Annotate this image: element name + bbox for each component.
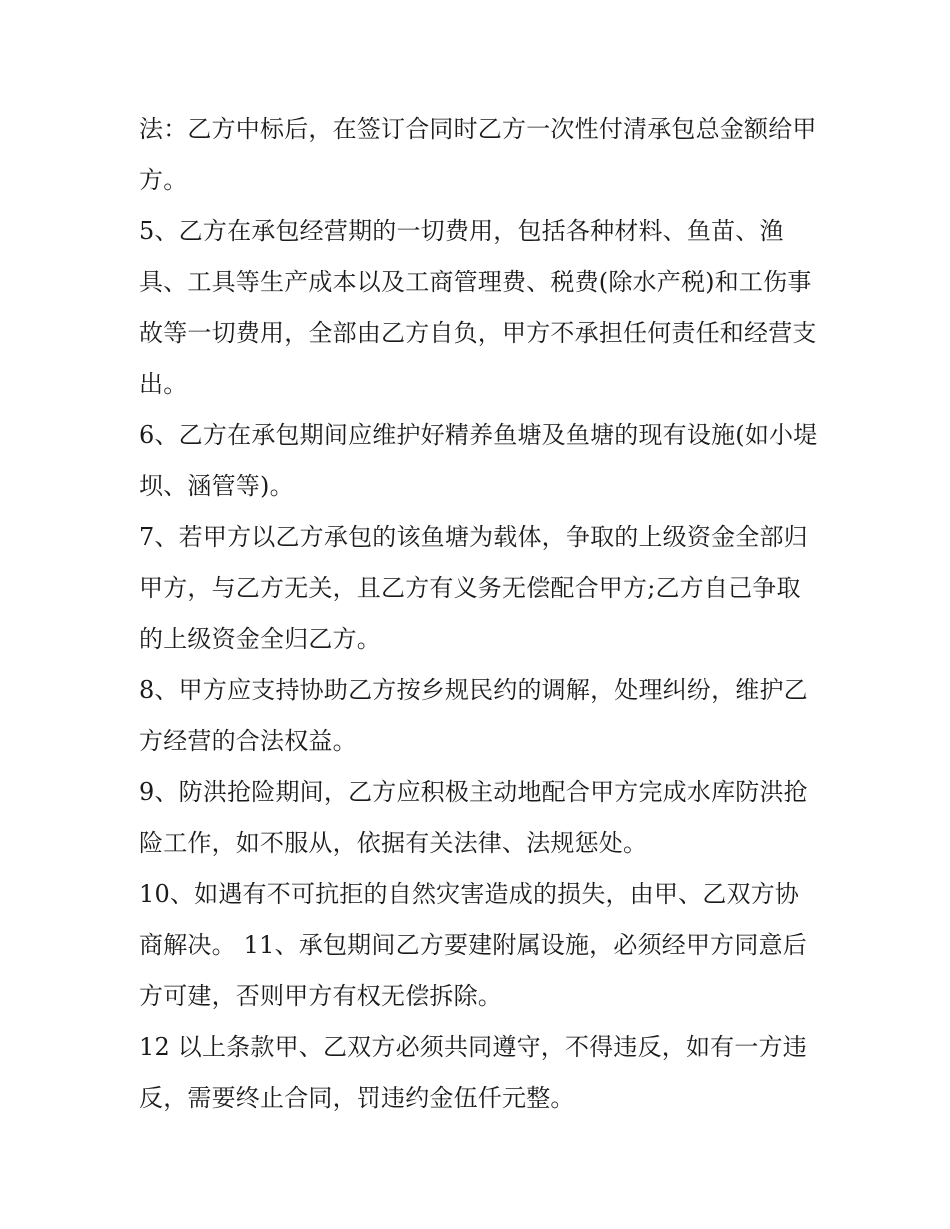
paragraph-clause-10-11: 10、如遇有不可抗拒的自然灾害造成的损失，由甲、乙双方协商解决。 11、承包期间乙方要建附属设施，必须经甲方同意后方可建，否则甲方有权无偿拆除。 (139, 880, 807, 1010)
paragraph-payment-method: 法：乙方中标后，在签订合同时乙方一次性付清承包总金额给甲方。 (139, 115, 817, 194)
paragraph-clause-5: 5、乙方在承包经营期的一切费用，包括各种材料、鱼苗、渔具、工具等生产成本以及工商管理费、税费(除水产税)和工伤事故等一切费用，全部由乙方自负，甲方不承担任何责任和经营支出。 (139, 217, 817, 398)
paragraph-clause-7: 7、若甲方以乙方承包的该鱼塘为载体，争取的上级资金全部归甲方，与乙方无关，且乙方有义务无偿配合甲方;乙方自己争取的上级资金全归乙方。 (139, 523, 808, 653)
document-body (139, 104, 819, 1124)
paragraph-clause-9: 9、防洪抢险期间，乙方应积极主动地配合甲方完成水库防洪抢险工作，如不服从，依据有关法律、法规惩处。 (139, 778, 808, 857)
paragraph-clause-12: 12 以上条款甲、乙双方必须共同遵守，不得违反，如有一方违反，需要终止合同，罚违约金伍仟元整。 (139, 1033, 807, 1112)
paragraph-clause-8: 8、甲方应支持协助乙方按乡规民约的调解，处理纠纷，维护乙方经营的合法权益。 (139, 676, 808, 755)
paragraph-clause-6: 6、乙方在承包期间应维护好精养鱼塘及鱼塘的现有设施(如小堤坝、涵管等)。 (139, 421, 818, 500)
